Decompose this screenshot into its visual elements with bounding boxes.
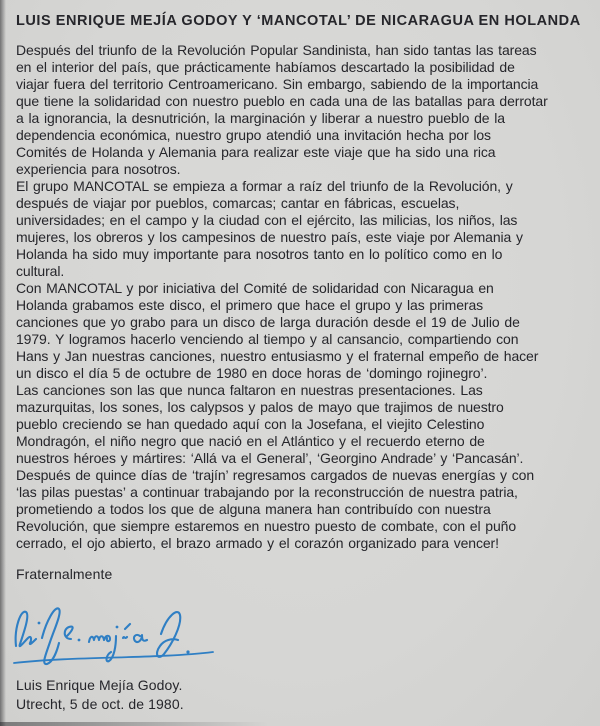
signature-stroke	[123, 637, 127, 638]
handwritten-signature	[6, 594, 236, 676]
body-line: Después del triunfo de la Revolución Popular Sandinista, han sido tantas las tareas	[16, 42, 537, 58]
signature-stroke	[16, 612, 36, 646]
author-name: Luis Enrique Mejía Godoy.	[16, 677, 183, 693]
signature-stroke	[125, 624, 130, 629]
body-line: cerrado, el ojo abierto, el brazo armado y el corazón organizado para vencer!	[16, 535, 499, 551]
body-line: universidades; en el campo y la ciudad con el ejército, las milicias, los niños, las	[16, 212, 518, 228]
place-date: Utrecht, 5 de oct. de 1980.	[16, 696, 184, 712]
body-line: nuestros héroes y mártires: ‘Allá va el General’, ‘Georgino Andrade’ y ‘Pancasán’.	[16, 450, 524, 466]
signature-dot	[78, 639, 81, 642]
body-line: viajar fuera del territorio Centroamericano. Sin embargo, sabiendo de la importancia	[16, 76, 539, 92]
body-line: El grupo MANCOTAL se empieza a formar a raíz del triunfo de la Revolución, y	[16, 178, 513, 194]
body-line: pueblo creciendo se han quedado aquí con la Josefana, el viejito Celestino	[16, 416, 485, 432]
body-line: Mondragón, el niño negro que nació en el Atlántico y el recuerdo eterno de	[16, 433, 485, 449]
footer-block	[16, 676, 184, 714]
body-line: que tiene la solidaridad con nuestro pueblo en cada una de las batallas para derrotar	[16, 93, 548, 109]
body-line: ‘las pilas puestas’ a continuar trabajando por la reconstrucción de nuestra patria,	[16, 484, 518, 500]
closing-salutation: Fraternalmente	[16, 566, 113, 582]
document-title: LUIS ENRIQUE MEJÍA GODOY Y ‘MANCOTAL’ DE NICARAGUA EN HOLANDA	[16, 13, 581, 29]
body-line: mazurquitas, los sones, los calypsos y palos de mayo que trajimos de nuestro	[16, 399, 504, 415]
body-line: después de viajar por pueblos, comarcas; cantar en fábricas, escuelas,	[16, 195, 460, 211]
signature-stroke	[65, 627, 73, 639]
scan-shadow-bottom	[0, 722, 270, 726]
body-line: prometiendo a todos los que de alguna manera han contribuído con nuestra	[16, 501, 491, 517]
body-line: Revolución, que siempre estaremos en nuestro puesto de combate, con el puño	[16, 518, 517, 534]
body-line: Holanda grabamos este disco, el primero que hace el grupo y las primeras	[16, 297, 484, 313]
body-line: en el interior del país, que prácticamente habíamos descartado la posibilidad de	[16, 59, 515, 75]
body-line: Las canciones son las que nunca faltaron en nuestras presentaciones. Las	[16, 382, 483, 398]
body-line: 1979. Y logramos hacerlo venciendo al tiempo y al cansancio, compartiendo con	[16, 331, 519, 347]
signature-stroke	[42, 608, 60, 664]
signature-dot	[38, 622, 41, 625]
signature-dot	[116, 626, 119, 629]
body-line: Después de quince días de ‘trajín’ regresamos cargados de nuevas energías y con	[16, 467, 534, 483]
body-line: dependencia económica, nuestro grupo atendió una invitación hecha por los	[16, 127, 491, 143]
body-line: un disco el día 5 de octubre de 1980 en doce horas de ‘domingo rojinegro’.	[16, 365, 488, 381]
body-line: mujeres, los obreros y los campesinos de nuestro país, este viaje por Alemania y	[16, 229, 523, 245]
signature-stroke	[134, 635, 147, 642]
signature-dot	[186, 650, 189, 653]
body-line: Holanda ha sido muy importante para nosotros tanto en lo político como en lo	[16, 246, 503, 262]
body-line: a la ignorancia, la desnutrición, la marginación y liberar a nuestro pueblo de la	[16, 110, 505, 126]
signature-stroke	[157, 612, 180, 657]
body-line: Con MANCOTAL y por iniciativa del Comité de solidaridad con Nicaragua en	[16, 280, 494, 296]
body-line: Comités de Holanda y Alemania para realizar este viaje que ha sido una rica	[16, 144, 496, 160]
signature-stroke	[89, 636, 110, 642]
body-line: Hans y Jan nuestras canciones, nuestro entusiasmo y el fraternal empeño de hacer	[16, 348, 539, 364]
body-line: cultural.	[16, 263, 65, 279]
body-line: experiencia para nosotros.	[16, 161, 181, 177]
document-body	[16, 42, 596, 552]
body-line: canciones que yo grabo para un disco de larga duración desde el 19 de Julio de	[16, 314, 520, 330]
